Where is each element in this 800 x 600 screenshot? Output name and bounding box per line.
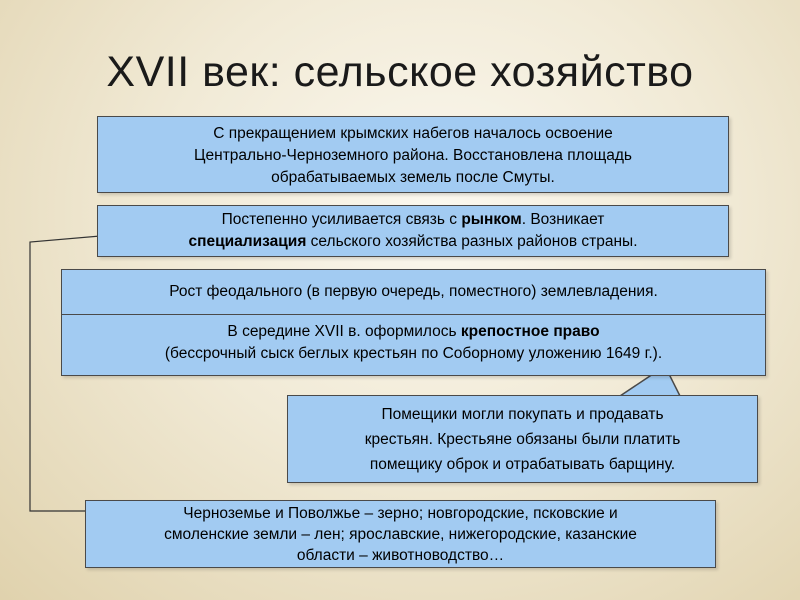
box2-text: . Возникает bbox=[521, 211, 605, 228]
box1-line2: Центрально-Черноземного района. Восстановлена площадь bbox=[194, 147, 632, 164]
box3-row1: Рост феодального (в первую очередь, поместного) землевладения. bbox=[62, 270, 765, 315]
text-box-serfdom bbox=[61, 269, 766, 376]
callout-box-landowners bbox=[287, 395, 758, 483]
text-box-market bbox=[97, 205, 729, 257]
box5-line2: смоленские земли – лен; ярославские, нижегородские, казанские bbox=[164, 526, 637, 543]
box5-line3: области – животноводство… bbox=[296, 547, 505, 564]
slide-title: XVII век: сельское хозяйство bbox=[106, 48, 694, 96]
box1-line1: С прекращением крымских набегов началось освоение bbox=[213, 125, 613, 142]
box4-line2: крестьян. Крестьяне обязаны были платить bbox=[364, 431, 681, 448]
term-serfdom: крепостное право bbox=[460, 323, 600, 340]
box2-line1 bbox=[98, 209, 728, 231]
term-specialization: специализация bbox=[188, 233, 307, 250]
box1-line3: обрабатываемых земель после Смуты. bbox=[271, 169, 555, 186]
box2-text: Постепенно усиливается связь с bbox=[221, 211, 462, 228]
box3-row2 bbox=[62, 315, 765, 365]
box3-text: В середине XVII в. оформилось bbox=[227, 323, 461, 340]
text-box-regions bbox=[85, 500, 716, 568]
text-box-crimea bbox=[97, 116, 729, 193]
box2-line2 bbox=[98, 231, 728, 253]
box3-row2-line1 bbox=[62, 321, 765, 343]
term-market: рынком bbox=[461, 211, 522, 228]
box3-row2-line2: (бессрочный сыск беглых крестьян по Соборному уложению 1649 г.). bbox=[164, 345, 663, 362]
box4-line3: помещику оброк и отрабатывать барщину. bbox=[369, 456, 676, 473]
box5-line1: Черноземье и Поволжье – зерно; новгородские, псковские и bbox=[183, 505, 618, 522]
box4-line1: Помещики могли покупать и продавать bbox=[381, 406, 664, 423]
box2-text: сельского хозяйства разных районов страны. bbox=[306, 233, 638, 250]
